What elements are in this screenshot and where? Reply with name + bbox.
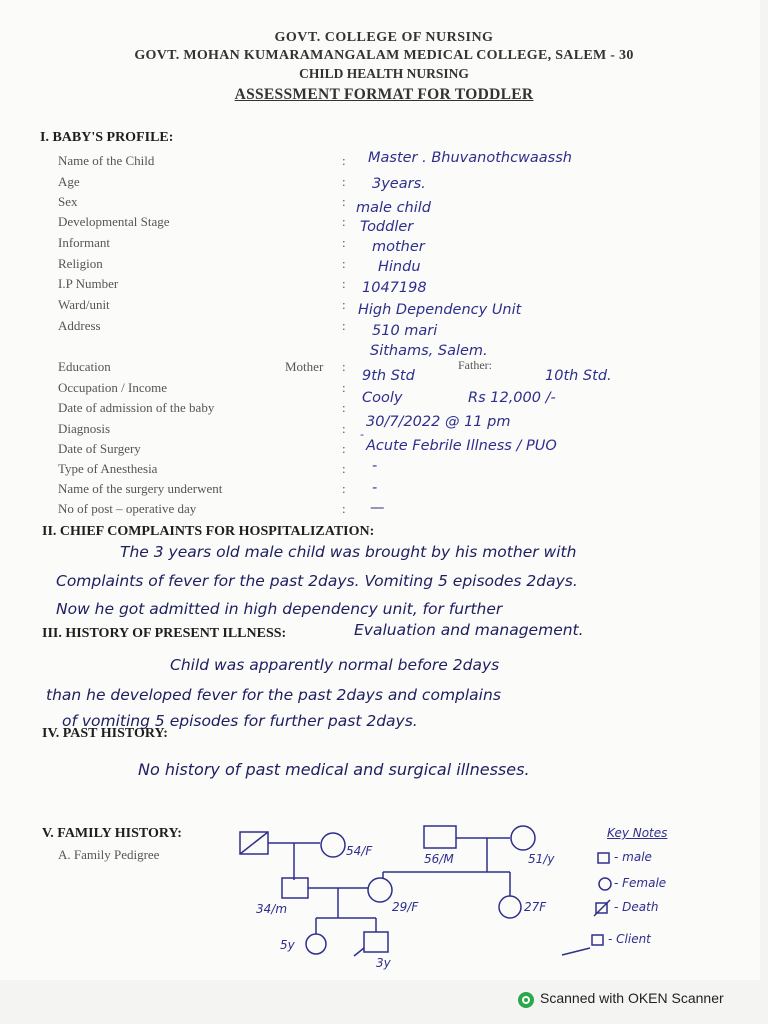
colon: :: [342, 359, 346, 374]
colon: :: [342, 174, 346, 189]
client-arrow: [354, 948, 364, 956]
value-ward: High Dependency Unit: [358, 302, 522, 318]
value-diagnosis: Acute Febrile Illness / PUO: [366, 438, 557, 454]
label-father: Father:: [458, 358, 492, 372]
form-title: ASSESSMENT FORMAT FOR TODDLER: [234, 86, 534, 103]
value-education-mother: 9th Std: [362, 368, 415, 384]
label-surgery-date: Date of Surgery: [58, 441, 141, 456]
sibling-symbol: [306, 934, 326, 954]
key-client-symbol: [592, 935, 603, 945]
colon: :: [342, 153, 346, 168]
key-male-label: - male: [614, 850, 652, 864]
colon: :: [342, 501, 346, 516]
value-education-father: 10th Std.: [545, 368, 612, 384]
colon: :: [342, 194, 346, 209]
father-symbol: [282, 878, 308, 898]
label-occupation: Occupation / Income: [58, 380, 168, 395]
key-female-label: - Female: [614, 876, 667, 890]
key-client-label: - Client: [608, 932, 651, 946]
past-history-text: No history of past medical and surgical illnesses.: [138, 760, 530, 779]
label-mother: Mother: [285, 359, 324, 374]
scanner-watermark: Scanned with OKEN Scanner: [540, 990, 724, 1006]
value-income: Rs 12,000 /-: [468, 390, 556, 406]
section-family-history: V. FAMILY HISTORY:: [42, 826, 182, 841]
value-surgery-name: -: [372, 480, 378, 496]
value-sex: male child: [356, 200, 431, 216]
label-ward: Ward/unit: [58, 297, 110, 312]
colon: :: [342, 276, 346, 291]
value-name: Master . Bhuvanothcwaassh: [368, 150, 572, 166]
label-religion: Religion: [58, 256, 103, 271]
value-address-line2: Sithams, Salem.: [370, 343, 488, 359]
value-dev-stage: Toddler: [360, 219, 414, 235]
label-anesthesia: Type of Anesthesia: [58, 461, 158, 476]
present-line-2: than he developed fever for the past 2days and complains: [46, 686, 501, 704]
pedigree-age-mother: 29/F: [392, 900, 419, 914]
value-ip-number: 1047198: [362, 280, 427, 296]
label-diagnosis: Diagnosis: [58, 421, 110, 436]
medical-college-name: GOVT. MOHAN KUMARAMANGALAM MEDICAL COLLEGE, SALEM - 30: [134, 48, 634, 63]
chief-line-2: Complaints of fever for the past 2days. Vomiting 5 episodes 2days.: [56, 572, 578, 590]
mother-symbol: [368, 878, 392, 902]
label-dev-stage: Developmental Stage: [58, 214, 170, 229]
value-postop-day: —: [370, 500, 385, 516]
label-family-pedigree: A. Family Pedigree: [58, 847, 160, 862]
label-age: Age: [58, 174, 80, 189]
value-anesthesia: -: [372, 458, 378, 474]
value-surgery-date: -: [360, 428, 364, 441]
label-surgery-name: Name of the surgery underwent: [58, 481, 223, 496]
label-education: Education: [58, 359, 111, 374]
section-present-illness: III. HISTORY OF PRESENT ILLNESS:: [42, 626, 287, 641]
pedigree-age-maternal-grandmother: 51/y: [528, 852, 555, 866]
label-postop-day: No of post – operative day: [58, 501, 197, 516]
pedigree-age-client: 3y: [376, 956, 391, 970]
colon: :: [342, 235, 346, 250]
maternal-grandmother-symbol: [511, 826, 535, 850]
label-name: Name of the Child: [58, 153, 155, 168]
colon: :: [342, 481, 346, 496]
college-name: GOVT. COLLEGE OF NURSING: [274, 30, 494, 45]
value-religion: Hindu: [378, 259, 421, 275]
colon: :: [342, 421, 346, 436]
value-address-line1: 510 mari: [372, 323, 438, 339]
present-line-3: of vomiting 5 episodes for further past 2days.: [62, 712, 418, 730]
section-profile: I. BABY'S PROFILE:: [40, 130, 174, 145]
colon: :: [342, 256, 346, 271]
aunt-symbol: [499, 896, 521, 918]
label-sex: Sex: [58, 194, 78, 209]
colon: :: [342, 297, 346, 312]
colon: :: [342, 461, 346, 476]
pedigree-age-sibling: 5y: [280, 938, 295, 952]
chief-line-1: The 3 years old male child was brought by his mother with: [120, 543, 577, 561]
maternal-grandfather-symbol: [424, 826, 456, 848]
key-client-arrow: [562, 948, 590, 955]
key-male-symbol: [598, 853, 609, 863]
value-occupation: Cooly: [362, 390, 403, 406]
colon: :: [342, 318, 346, 333]
label-admission: Date of admission of the baby: [58, 400, 215, 415]
colon: :: [342, 441, 346, 456]
key-death-label: - Death: [614, 900, 659, 914]
key-title: Key Notes: [607, 826, 668, 840]
value-admission: 30/7/2022 @ 11 pm: [366, 414, 511, 430]
department-name: CHILD HEALTH NURSING: [299, 66, 469, 81]
pedigree-age-aunt: 27F: [524, 900, 547, 914]
label-ip-number: I.P Number: [58, 276, 119, 291]
label-informant: Informant: [58, 235, 110, 250]
client-symbol: [364, 932, 388, 952]
oken-scanner-logo-icon: [517, 991, 535, 1009]
section-past-history: IV. PAST HISTORY:: [42, 726, 168, 741]
label-address: Address: [58, 318, 101, 333]
key-female-symbol: [599, 878, 611, 890]
colon: :: [342, 214, 346, 229]
pedigree-age-maternal-grandfather: 56/M: [424, 852, 454, 866]
colon: :: [342, 400, 346, 415]
section-chief-complaints: II. CHIEF COMPLAINTS FOR HOSPITALIZATION:: [42, 524, 375, 539]
pedigree-age-father: 34/m: [256, 902, 288, 916]
pedigree-age-grandmother: 54/F: [346, 844, 373, 858]
present-line-1: Child was apparently normal before 2days: [170, 656, 500, 674]
chief-line-3: Now he got admitted in high dependency unit, for further: [56, 600, 503, 618]
chief-line-4: Evaluation and management.: [354, 621, 584, 639]
grandmother-symbol: [321, 833, 345, 857]
value-age: 3years.: [372, 176, 426, 192]
deceased-mark: [240, 832, 268, 854]
value-informant: mother: [372, 239, 425, 255]
colon: :: [342, 380, 346, 395]
